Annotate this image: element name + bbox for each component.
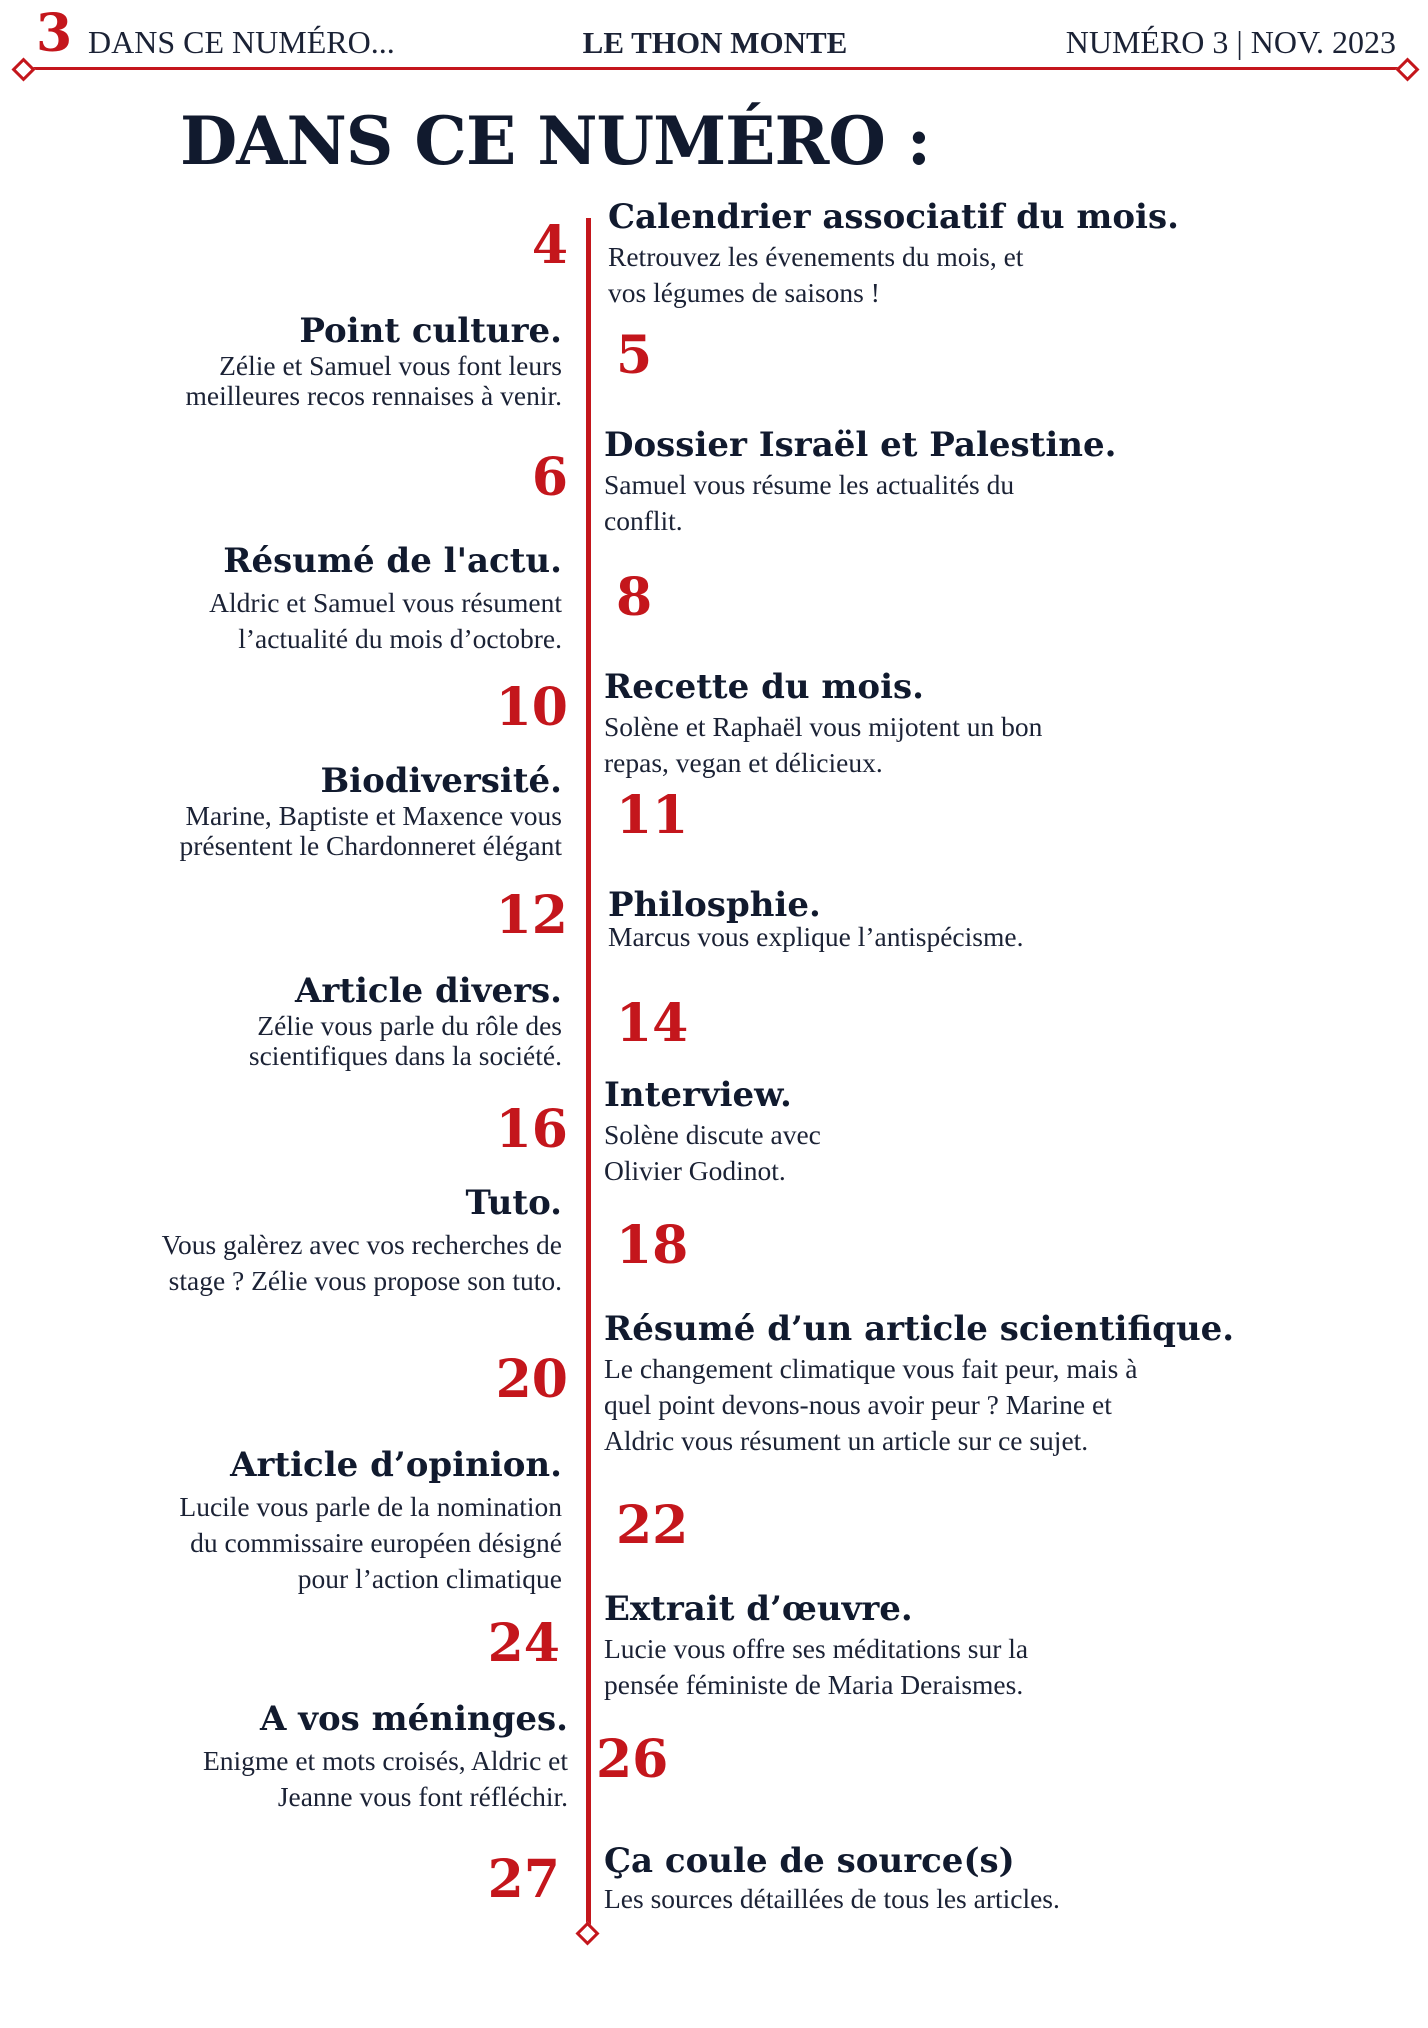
toc-page-number: 6: [531, 447, 568, 508]
toc-entry-desc-line: Marine, Baptiste et Maxence vous: [185, 800, 562, 832]
toc-entry[interactable]: [604, 1310, 1258, 1459]
header-rule-left-diamond: [11, 57, 35, 81]
toc-entry-desc-line: pensée féministe de Maria Deraismes.: [604, 1669, 1024, 1701]
page-title: DANS CE NUMÉRO :: [180, 102, 931, 180]
toc-entry-title: Article divers.: [295, 971, 562, 1011]
toc-entry[interactable]: [249, 972, 562, 1071]
toc-entry-title: Article d’opinion.: [230, 1445, 562, 1485]
toc-entry-desc-line: du commissaire européen désigné: [190, 1527, 562, 1559]
header-page-number: 3: [36, 3, 73, 64]
toc-entry-desc-line: Aldric et Samuel vous résument: [209, 587, 562, 619]
toc-entry[interactable]: [604, 1842, 1060, 1917]
toc-entry[interactable]: [203, 1700, 568, 1815]
toc-page-number: 20: [495, 1349, 568, 1410]
toc-entry-desc-line: Solène et Raphaël vous mijotent un bon: [604, 711, 1043, 743]
toc-page-number: 12: [495, 885, 568, 946]
toc-entry-desc-line: Zélie et Samuel vous font leurs: [219, 350, 562, 382]
toc-entry[interactable]: [186, 312, 562, 411]
toc-page-number: 5: [616, 325, 653, 386]
toc-page-number: 4: [531, 215, 568, 276]
toc-entry-desc-line: l’actualité du mois d’octobre.: [238, 623, 562, 655]
toc-entry-desc-line: présentent le Chardonneret élégant: [179, 830, 562, 862]
toc-entry-desc-line: Samuel vous résume les actualités du: [604, 469, 1015, 501]
toc-entry[interactable]: [604, 668, 1178, 781]
toc-entry-title: A vos méninges.: [260, 1699, 568, 1739]
toc-entry-desc-line: Zélie vous parle du rôle des: [257, 1010, 562, 1042]
toc-entry-title: Biodiversité.: [320, 761, 562, 801]
toc-entry-desc-line: stage ? Zélie vous propose son tuto.: [168, 1265, 562, 1297]
toc-entry-title: Résumé d’un article scientifique.: [604, 1309, 1235, 1349]
toc-entry-title: Calendrier associatif du mois.: [608, 197, 1179, 237]
toc-page-number: 26: [596, 1729, 669, 1790]
toc-page-number: 22: [616, 1495, 689, 1556]
toc-entry-title: Philosphie.: [608, 885, 821, 925]
toc-entry-title: Tuto.: [465, 1183, 562, 1223]
toc-entry[interactable]: [608, 198, 1179, 311]
toc-page-number: 27: [487, 1849, 560, 1910]
header-publication-name: LE THON MONTE: [582, 25, 848, 60]
toc-entry-title: Recette du mois.: [604, 667, 924, 707]
toc-entry[interactable]: [608, 886, 1023, 955]
toc-entry-desc-line: Lucie vous offre ses méditations sur la: [604, 1633, 1029, 1665]
toc-entry-desc-line: Lucile vous parle de la nomination: [179, 1491, 562, 1523]
toc-page-number: 24: [487, 1613, 560, 1674]
toc-entry[interactable]: [604, 1590, 1028, 1703]
toc-entry-title: Dossier Israël et Palestine.: [604, 425, 1117, 465]
toc-entry-desc-line: Aldric vous résument un article sur ce sujet.: [604, 1425, 1089, 1457]
toc-entry-desc-line: quel point devons-nous avoir peur ? Marine et: [604, 1389, 1112, 1421]
toc-entry[interactable]: [604, 1076, 821, 1189]
toc-page-number: 8: [616, 567, 653, 628]
toc-entry-desc-line: Retrouvez les évenements du mois, et: [608, 241, 1024, 273]
toc-entry-desc-line: Les sources détaillées de tous les articles.: [604, 1883, 1060, 1915]
toc-page-number: 10: [495, 677, 568, 738]
toc-entry-desc-line: scientifiques dans la société.: [248, 1040, 562, 1072]
timeline-end-diamond: [575, 1921, 599, 1945]
toc-entry-desc-line: Enigme et mots croisés, Aldric et: [202, 1745, 568, 1777]
header-section-label: DANS CE NUMÉRO...: [88, 24, 395, 60]
toc-entry-desc-line: Jeanne vous font réfléchir.: [277, 1781, 568, 1813]
toc-entry-title: Point culture.: [299, 311, 562, 351]
toc-page-number: 18: [616, 1215, 689, 1276]
toc-entry-desc-line: Vous galèrez avec vos recherches de: [161, 1229, 562, 1261]
header-issue-label: NUMÉRO 3 | NOV. 2023: [1065, 24, 1396, 60]
header-rule-right-diamond: [1395, 57, 1419, 81]
toc-page-number: 16: [495, 1099, 568, 1160]
toc-entry-title: Ça coule de source(s): [604, 1841, 1015, 1881]
toc-entry-title: Résumé de l'actu.: [223, 541, 562, 581]
toc-entry-desc-line: Marcus vous explique l’antispécisme.: [608, 921, 1024, 953]
toc-entry-desc-line: Le changement climatique vous fait peur, mais à: [604, 1353, 1138, 1385]
toc-entry-desc-line: Solène discute avec: [604, 1119, 821, 1151]
toc-entry-desc-line: Olivier Godinot.: [604, 1155, 786, 1187]
toc-entry-desc-line: repas, vegan et délicieux.: [604, 747, 883, 779]
toc-entry[interactable]: [604, 426, 1116, 539]
header-rule: [22, 67, 1408, 70]
toc-entry-title: Extrait d’œuvre.: [604, 1589, 913, 1629]
toc-entry-desc-line: vos légumes de saisons !: [608, 277, 880, 309]
toc-page-number: 14: [616, 993, 689, 1054]
toc-entry-desc-line: pour l’action climatique: [297, 1563, 562, 1595]
toc-entry[interactable]: [209, 542, 562, 657]
toc-page-number: 11: [616, 785, 689, 846]
timeline-line: [586, 218, 591, 1936]
toc-entry[interactable]: [162, 1184, 562, 1299]
toc-entry-title: Interview.: [604, 1075, 792, 1115]
toc-entry[interactable]: [179, 1446, 562, 1597]
toc-entry-desc-line: conflit.: [604, 505, 683, 537]
toc-entry[interactable]: [179, 762, 562, 861]
toc-entry-desc-line: meilleures recos rennaises à venir.: [185, 380, 562, 412]
